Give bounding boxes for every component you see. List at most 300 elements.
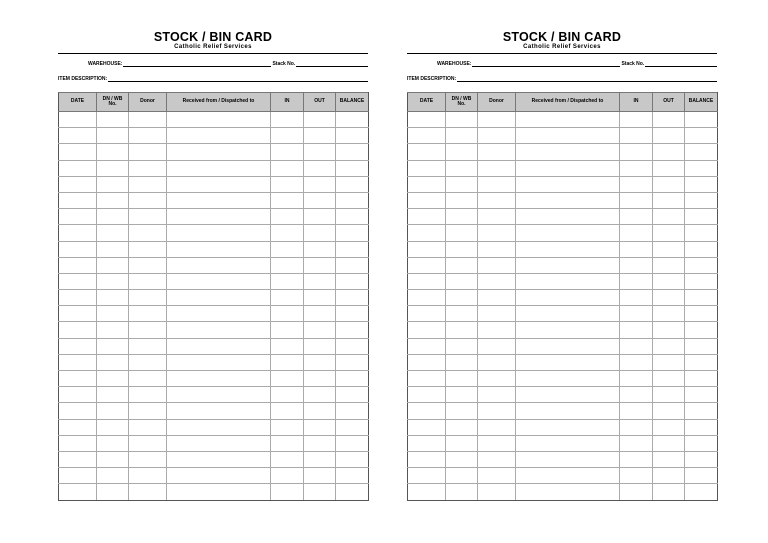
out-cell[interactable] [653, 387, 685, 403]
dn-wb-cell[interactable] [97, 209, 129, 225]
out-cell[interactable] [304, 387, 336, 403]
in-cell[interactable] [271, 338, 304, 354]
stack-no-field[interactable] [645, 59, 717, 67]
out-cell[interactable] [304, 322, 336, 338]
out-cell[interactable] [304, 403, 336, 419]
date-cell[interactable] [408, 354, 446, 370]
balance-cell[interactable] [685, 451, 718, 467]
balance-cell[interactable] [685, 225, 718, 241]
in-cell[interactable] [271, 468, 304, 484]
dn-wb-cell[interactable] [97, 160, 129, 176]
donor-cell[interactable] [478, 128, 516, 144]
received-dispatched-cell[interactable] [167, 322, 271, 338]
donor-cell[interactable] [129, 176, 167, 192]
balance-cell[interactable] [685, 112, 718, 128]
donor-cell[interactable] [478, 144, 516, 160]
out-cell[interactable] [653, 403, 685, 419]
received-dispatched-cell[interactable] [167, 419, 271, 435]
date-cell[interactable] [59, 144, 97, 160]
balance-cell[interactable] [685, 338, 718, 354]
in-cell[interactable] [271, 241, 304, 257]
dn-wb-cell[interactable] [97, 403, 129, 419]
donor-cell[interactable] [478, 306, 516, 322]
received-dispatched-cell[interactable] [516, 257, 620, 273]
balance-cell[interactable] [336, 160, 369, 176]
donor-cell[interactable] [129, 403, 167, 419]
received-dispatched-cell[interactable] [167, 144, 271, 160]
received-dispatched-cell[interactable] [516, 192, 620, 208]
in-cell[interactable] [271, 160, 304, 176]
dn-wb-cell[interactable] [446, 225, 478, 241]
balance-cell[interactable] [336, 128, 369, 144]
donor-cell[interactable] [478, 419, 516, 435]
dn-wb-cell[interactable] [97, 387, 129, 403]
in-cell[interactable] [271, 306, 304, 322]
in-cell[interactable] [620, 209, 653, 225]
date-cell[interactable] [408, 322, 446, 338]
date-cell[interactable] [59, 273, 97, 289]
donor-cell[interactable] [129, 225, 167, 241]
balance-cell[interactable] [336, 322, 369, 338]
date-cell[interactable] [59, 290, 97, 306]
date-cell[interactable] [408, 403, 446, 419]
balance-cell[interactable] [685, 257, 718, 273]
dn-wb-cell[interactable] [97, 322, 129, 338]
received-dispatched-cell[interactable] [167, 209, 271, 225]
donor-cell[interactable] [478, 273, 516, 289]
balance-cell[interactable] [685, 192, 718, 208]
out-cell[interactable] [304, 451, 336, 467]
balance-cell[interactable] [685, 403, 718, 419]
balance-cell[interactable] [336, 290, 369, 306]
in-cell[interactable] [620, 354, 653, 370]
balance-cell[interactable] [336, 144, 369, 160]
dn-wb-cell[interactable] [446, 128, 478, 144]
in-cell[interactable] [620, 371, 653, 387]
out-cell[interactable] [304, 257, 336, 273]
date-cell[interactable] [59, 225, 97, 241]
donor-cell[interactable] [129, 387, 167, 403]
dn-wb-cell[interactable] [446, 176, 478, 192]
out-cell[interactable] [653, 290, 685, 306]
out-cell[interactable] [653, 128, 685, 144]
donor-cell[interactable] [129, 273, 167, 289]
date-cell[interactable] [408, 451, 446, 467]
in-cell[interactable] [620, 128, 653, 144]
donor-cell[interactable] [478, 484, 516, 500]
dn-wb-cell[interactable] [97, 290, 129, 306]
out-cell[interactable] [304, 435, 336, 451]
out-cell[interactable] [653, 484, 685, 500]
donor-cell[interactable] [478, 192, 516, 208]
out-cell[interactable] [304, 160, 336, 176]
received-dispatched-cell[interactable] [516, 322, 620, 338]
received-dispatched-cell[interactable] [167, 371, 271, 387]
balance-cell[interactable] [336, 435, 369, 451]
out-cell[interactable] [304, 192, 336, 208]
dn-wb-cell[interactable] [446, 192, 478, 208]
in-cell[interactable] [620, 176, 653, 192]
balance-cell[interactable] [685, 273, 718, 289]
date-cell[interactable] [59, 209, 97, 225]
donor-cell[interactable] [129, 241, 167, 257]
received-dispatched-cell[interactable] [516, 273, 620, 289]
out-cell[interactable] [653, 435, 685, 451]
received-dispatched-cell[interactable] [516, 387, 620, 403]
date-cell[interactable] [408, 273, 446, 289]
in-cell[interactable] [271, 484, 304, 500]
donor-cell[interactable] [478, 112, 516, 128]
received-dispatched-cell[interactable] [167, 484, 271, 500]
received-dispatched-cell[interactable] [516, 176, 620, 192]
date-cell[interactable] [59, 403, 97, 419]
in-cell[interactable] [620, 112, 653, 128]
donor-cell[interactable] [478, 176, 516, 192]
balance-cell[interactable] [336, 387, 369, 403]
in-cell[interactable] [271, 112, 304, 128]
date-cell[interactable] [408, 144, 446, 160]
in-cell[interactable] [620, 144, 653, 160]
item-description-field[interactable] [457, 74, 717, 82]
out-cell[interactable] [304, 371, 336, 387]
in-cell[interactable] [620, 273, 653, 289]
in-cell[interactable] [620, 192, 653, 208]
donor-cell[interactable] [129, 322, 167, 338]
date-cell[interactable] [59, 371, 97, 387]
balance-cell[interactable] [685, 144, 718, 160]
out-cell[interactable] [304, 209, 336, 225]
in-cell[interactable] [271, 176, 304, 192]
date-cell[interactable] [59, 387, 97, 403]
dn-wb-cell[interactable] [446, 322, 478, 338]
balance-cell[interactable] [336, 354, 369, 370]
balance-cell[interactable] [685, 128, 718, 144]
in-cell[interactable] [620, 451, 653, 467]
date-cell[interactable] [59, 468, 97, 484]
in-cell[interactable] [620, 241, 653, 257]
dn-wb-cell[interactable] [446, 354, 478, 370]
out-cell[interactable] [653, 160, 685, 176]
donor-cell[interactable] [129, 192, 167, 208]
dn-wb-cell[interactable] [446, 387, 478, 403]
in-cell[interactable] [271, 403, 304, 419]
received-dispatched-cell[interactable] [516, 306, 620, 322]
dn-wb-cell[interactable] [446, 468, 478, 484]
donor-cell[interactable] [129, 306, 167, 322]
date-cell[interactable] [408, 257, 446, 273]
received-dispatched-cell[interactable] [516, 403, 620, 419]
in-cell[interactable] [620, 387, 653, 403]
received-dispatched-cell[interactable] [167, 451, 271, 467]
date-cell[interactable] [408, 371, 446, 387]
dn-wb-cell[interactable] [97, 273, 129, 289]
date-cell[interactable] [408, 306, 446, 322]
in-cell[interactable] [620, 225, 653, 241]
warehouse-field[interactable] [123, 59, 271, 67]
in-cell[interactable] [271, 225, 304, 241]
balance-cell[interactable] [685, 435, 718, 451]
dn-wb-cell[interactable] [446, 419, 478, 435]
date-cell[interactable] [59, 354, 97, 370]
balance-cell[interactable] [336, 209, 369, 225]
dn-wb-cell[interactable] [446, 273, 478, 289]
donor-cell[interactable] [478, 451, 516, 467]
in-cell[interactable] [271, 209, 304, 225]
donor-cell[interactable] [129, 290, 167, 306]
date-cell[interactable] [408, 192, 446, 208]
out-cell[interactable] [653, 257, 685, 273]
received-dispatched-cell[interactable] [167, 257, 271, 273]
received-dispatched-cell[interactable] [516, 484, 620, 500]
balance-cell[interactable] [336, 112, 369, 128]
out-cell[interactable] [653, 306, 685, 322]
dn-wb-cell[interactable] [446, 290, 478, 306]
donor-cell[interactable] [478, 241, 516, 257]
balance-cell[interactable] [685, 322, 718, 338]
received-dispatched-cell[interactable] [516, 371, 620, 387]
balance-cell[interactable] [336, 176, 369, 192]
in-cell[interactable] [620, 403, 653, 419]
date-cell[interactable] [408, 435, 446, 451]
in-cell[interactable] [271, 387, 304, 403]
dn-wb-cell[interactable] [97, 338, 129, 354]
date-cell[interactable] [59, 419, 97, 435]
received-dispatched-cell[interactable] [167, 176, 271, 192]
date-cell[interactable] [408, 209, 446, 225]
out-cell[interactable] [653, 371, 685, 387]
received-dispatched-cell[interactable] [167, 338, 271, 354]
date-cell[interactable] [408, 241, 446, 257]
dn-wb-cell[interactable] [446, 112, 478, 128]
out-cell[interactable] [304, 225, 336, 241]
date-cell[interactable] [59, 435, 97, 451]
out-cell[interactable] [653, 354, 685, 370]
date-cell[interactable] [408, 484, 446, 500]
dn-wb-cell[interactable] [97, 176, 129, 192]
balance-cell[interactable] [685, 354, 718, 370]
received-dispatched-cell[interactable] [167, 306, 271, 322]
in-cell[interactable] [271, 192, 304, 208]
donor-cell[interactable] [478, 257, 516, 273]
date-cell[interactable] [408, 160, 446, 176]
date-cell[interactable] [408, 338, 446, 354]
received-dispatched-cell[interactable] [167, 387, 271, 403]
in-cell[interactable] [620, 435, 653, 451]
received-dispatched-cell[interactable] [516, 225, 620, 241]
out-cell[interactable] [304, 241, 336, 257]
date-cell[interactable] [59, 112, 97, 128]
out-cell[interactable] [653, 322, 685, 338]
out-cell[interactable] [653, 419, 685, 435]
dn-wb-cell[interactable] [97, 371, 129, 387]
out-cell[interactable] [304, 112, 336, 128]
balance-cell[interactable] [685, 241, 718, 257]
date-cell[interactable] [59, 128, 97, 144]
out-cell[interactable] [653, 338, 685, 354]
out-cell[interactable] [304, 306, 336, 322]
out-cell[interactable] [653, 451, 685, 467]
date-cell[interactable] [59, 306, 97, 322]
received-dispatched-cell[interactable] [516, 128, 620, 144]
out-cell[interactable] [653, 144, 685, 160]
in-cell[interactable] [271, 144, 304, 160]
in-cell[interactable] [271, 273, 304, 289]
donor-cell[interactable] [129, 338, 167, 354]
date-cell[interactable] [408, 387, 446, 403]
in-cell[interactable] [620, 257, 653, 273]
dn-wb-cell[interactable] [446, 484, 478, 500]
donor-cell[interactable] [478, 403, 516, 419]
out-cell[interactable] [304, 354, 336, 370]
donor-cell[interactable] [478, 371, 516, 387]
received-dispatched-cell[interactable] [516, 241, 620, 257]
date-cell[interactable] [59, 257, 97, 273]
received-dispatched-cell[interactable] [167, 241, 271, 257]
date-cell[interactable] [408, 128, 446, 144]
received-dispatched-cell[interactable] [516, 338, 620, 354]
balance-cell[interactable] [336, 192, 369, 208]
out-cell[interactable] [653, 468, 685, 484]
balance-cell[interactable] [336, 403, 369, 419]
dn-wb-cell[interactable] [97, 419, 129, 435]
date-cell[interactable] [408, 112, 446, 128]
donor-cell[interactable] [129, 144, 167, 160]
date-cell[interactable] [408, 225, 446, 241]
received-dispatched-cell[interactable] [516, 451, 620, 467]
out-cell[interactable] [653, 176, 685, 192]
dn-wb-cell[interactable] [446, 451, 478, 467]
date-cell[interactable] [59, 322, 97, 338]
balance-cell[interactable] [685, 419, 718, 435]
dn-wb-cell[interactable] [446, 241, 478, 257]
balance-cell[interactable] [336, 371, 369, 387]
balance-cell[interactable] [685, 371, 718, 387]
in-cell[interactable] [620, 419, 653, 435]
out-cell[interactable] [304, 419, 336, 435]
out-cell[interactable] [304, 468, 336, 484]
dn-wb-cell[interactable] [97, 435, 129, 451]
dn-wb-cell[interactable] [446, 257, 478, 273]
dn-wb-cell[interactable] [97, 306, 129, 322]
received-dispatched-cell[interactable] [516, 209, 620, 225]
donor-cell[interactable] [129, 468, 167, 484]
donor-cell[interactable] [478, 160, 516, 176]
donor-cell[interactable] [129, 435, 167, 451]
balance-cell[interactable] [685, 290, 718, 306]
received-dispatched-cell[interactable] [516, 354, 620, 370]
balance-cell[interactable] [685, 387, 718, 403]
dn-wb-cell[interactable] [97, 192, 129, 208]
balance-cell[interactable] [336, 338, 369, 354]
received-dispatched-cell[interactable] [167, 128, 271, 144]
dn-wb-cell[interactable] [97, 128, 129, 144]
in-cell[interactable] [620, 290, 653, 306]
dn-wb-cell[interactable] [97, 225, 129, 241]
in-cell[interactable] [620, 468, 653, 484]
out-cell[interactable] [304, 338, 336, 354]
balance-cell[interactable] [685, 209, 718, 225]
donor-cell[interactable] [478, 225, 516, 241]
dn-wb-cell[interactable] [446, 403, 478, 419]
date-cell[interactable] [59, 451, 97, 467]
received-dispatched-cell[interactable] [167, 160, 271, 176]
received-dispatched-cell[interactable] [516, 112, 620, 128]
donor-cell[interactable] [129, 160, 167, 176]
in-cell[interactable] [620, 484, 653, 500]
dn-wb-cell[interactable] [446, 371, 478, 387]
dn-wb-cell[interactable] [97, 451, 129, 467]
donor-cell[interactable] [478, 290, 516, 306]
dn-wb-cell[interactable] [97, 484, 129, 500]
dn-wb-cell[interactable] [446, 306, 478, 322]
donor-cell[interactable] [129, 354, 167, 370]
donor-cell[interactable] [129, 128, 167, 144]
donor-cell[interactable] [478, 209, 516, 225]
in-cell[interactable] [271, 290, 304, 306]
balance-cell[interactable] [336, 451, 369, 467]
donor-cell[interactable] [478, 322, 516, 338]
out-cell[interactable] [304, 290, 336, 306]
dn-wb-cell[interactable] [97, 468, 129, 484]
balance-cell[interactable] [685, 484, 718, 500]
balance-cell[interactable] [685, 468, 718, 484]
date-cell[interactable] [59, 241, 97, 257]
donor-cell[interactable] [478, 354, 516, 370]
donor-cell[interactable] [129, 371, 167, 387]
balance-cell[interactable] [336, 257, 369, 273]
donor-cell[interactable] [478, 338, 516, 354]
in-cell[interactable] [271, 371, 304, 387]
in-cell[interactable] [271, 451, 304, 467]
dn-wb-cell[interactable] [446, 209, 478, 225]
balance-cell[interactable] [685, 306, 718, 322]
donor-cell[interactable] [129, 257, 167, 273]
out-cell[interactable] [653, 112, 685, 128]
date-cell[interactable] [59, 160, 97, 176]
received-dispatched-cell[interactable] [516, 435, 620, 451]
received-dispatched-cell[interactable] [167, 192, 271, 208]
out-cell[interactable] [304, 176, 336, 192]
date-cell[interactable] [408, 176, 446, 192]
balance-cell[interactable] [685, 176, 718, 192]
out-cell[interactable] [304, 144, 336, 160]
balance-cell[interactable] [336, 241, 369, 257]
out-cell[interactable] [653, 241, 685, 257]
date-cell[interactable] [408, 419, 446, 435]
in-cell[interactable] [271, 322, 304, 338]
balance-cell[interactable] [336, 306, 369, 322]
received-dispatched-cell[interactable] [167, 112, 271, 128]
donor-cell[interactable] [478, 435, 516, 451]
balance-cell[interactable] [336, 468, 369, 484]
dn-wb-cell[interactable] [446, 160, 478, 176]
item-description-field[interactable] [108, 74, 368, 82]
stack-no-field[interactable] [296, 59, 368, 67]
warehouse-field[interactable] [472, 59, 620, 67]
out-cell[interactable] [653, 192, 685, 208]
received-dispatched-cell[interactable] [167, 225, 271, 241]
dn-wb-cell[interactable] [97, 257, 129, 273]
received-dispatched-cell[interactable] [167, 290, 271, 306]
date-cell[interactable] [408, 468, 446, 484]
donor-cell[interactable] [478, 387, 516, 403]
received-dispatched-cell[interactable] [167, 435, 271, 451]
received-dispatched-cell[interactable] [167, 468, 271, 484]
donor-cell[interactable] [478, 468, 516, 484]
received-dispatched-cell[interactable] [516, 160, 620, 176]
dn-wb-cell[interactable] [97, 354, 129, 370]
out-cell[interactable] [304, 273, 336, 289]
